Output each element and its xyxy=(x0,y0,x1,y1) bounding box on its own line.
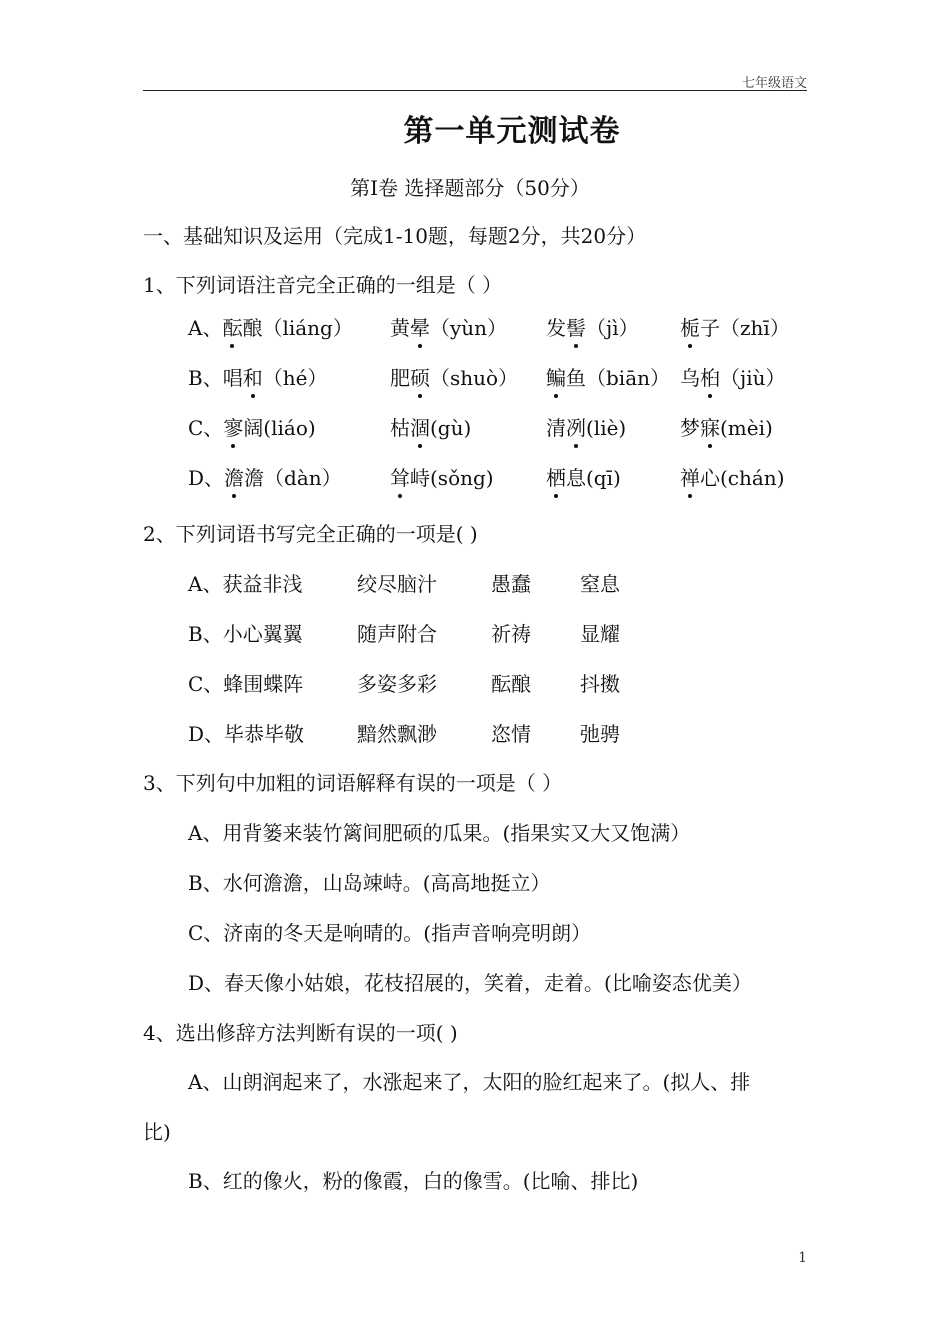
question-2-option-b-item: B、小心翼翼 xyxy=(188,622,303,646)
section-heading: 一、基础知识及运用（完成1-10题，每题2分，共20分） xyxy=(143,224,647,248)
emphasized-character: 冽 xyxy=(566,416,586,440)
question-3-option-c: C、济南的冬天是响晴的。(指声音响亮明朗） xyxy=(188,921,592,945)
word-suffix-pinyin: 阔(liáo) xyxy=(243,416,316,440)
word-prefix: 肥 xyxy=(390,366,410,390)
option-label: C、 xyxy=(188,416,224,440)
question-1-option-d-item xyxy=(546,464,621,492)
word-prefix: 清 xyxy=(546,416,566,440)
question-1-option-b-item xyxy=(680,364,785,392)
question-2-option-c-item: 酝酿 xyxy=(491,672,531,696)
question-3-option-b: B、水何澹澹，山岛竦峙。(高高地挺立） xyxy=(188,871,551,895)
word-prefix: 唱 xyxy=(222,366,243,390)
word-suffix-pinyin: （jiù） xyxy=(720,366,786,390)
question-1-option-b-item xyxy=(188,364,327,392)
emphasized-character: 和 xyxy=(242,366,263,390)
page-title: 第一单元测试卷 xyxy=(403,114,621,149)
question-2-option-a-item: 窒息 xyxy=(580,572,620,596)
question-2-option-a-item: 愚蠢 xyxy=(491,572,531,596)
emphasized-character: 髻 xyxy=(566,316,586,340)
question-2-option-b-item: 祈祷 xyxy=(491,622,531,646)
question-2-option-c-item: C、蜂围蝶阵 xyxy=(188,672,304,696)
emphasized-character: 禅 xyxy=(680,466,700,490)
option-label: B、 xyxy=(188,366,223,390)
option-label: D、 xyxy=(188,466,225,490)
question-2-stem: 2、下列词语书写完全正确的一项是( ) xyxy=(143,522,478,546)
question-2-option-a-item: A、获益非浅 xyxy=(188,572,303,596)
question-1-option-b-item xyxy=(546,364,670,392)
question-4-option-a-continued: 比) xyxy=(143,1120,171,1144)
emphasized-character: 寐 xyxy=(700,416,720,440)
question-3-option-d: D、春天像小姑娘，花枝招展的，笑着，走着。(比喻姿态优美） xyxy=(188,971,752,995)
emphasized-character: 涸 xyxy=(410,416,430,440)
word-suffix-pinyin: （jì） xyxy=(586,316,639,340)
question-1-option-a-item xyxy=(390,314,507,342)
question-4-option-a: A、山朗润起来了，水涨起来了，太阳的脸红起来了。(拟人、排 xyxy=(188,1070,751,1094)
word-prefix: 梦 xyxy=(680,416,700,440)
emphasized-character: 耸 xyxy=(390,466,410,490)
question-1-option-b-item xyxy=(390,364,518,392)
word-suffix-pinyin: 心(chán) xyxy=(700,466,785,490)
emphasized-character: 栖 xyxy=(546,466,566,490)
word-prefix: 乌 xyxy=(680,366,700,390)
question-2-option-c-item: 抖擞 xyxy=(580,672,620,696)
question-2-option-d-item: 黯然飘渺 xyxy=(357,722,437,746)
question-2-option-d-item: 弛骋 xyxy=(580,722,620,746)
question-1-option-c-item xyxy=(546,414,626,442)
question-2-option-c-item: 多姿多彩 xyxy=(357,672,437,696)
question-4-stem: 4、选出修辞方法判断有误的一项( ) xyxy=(143,1021,458,1045)
header-label: 七年级语文 xyxy=(741,76,807,91)
word-suffix-pinyin: (liè) xyxy=(586,416,627,440)
word-prefix: 黄 xyxy=(390,316,410,340)
word-prefix: 发 xyxy=(546,316,566,340)
question-1-option-c-item xyxy=(390,414,471,442)
question-1-option-c-item xyxy=(188,414,316,442)
word-suffix-pinyin: (mèi) xyxy=(720,416,773,440)
word-suffix-pinyin: （shuò） xyxy=(430,366,519,390)
emphasized-character: 酝 xyxy=(222,316,243,340)
emphasized-character: 栀 xyxy=(680,316,700,340)
word-suffix-pinyin: 子（zhī） xyxy=(700,316,790,340)
question-2-option-d-item: 恣情 xyxy=(491,722,531,746)
question-3-option-a: A、用背篓来装竹篱间肥硕的瓜果。(指果实又大又饱满） xyxy=(188,821,691,845)
question-1-option-d-item xyxy=(188,464,342,492)
question-1-option-a-item xyxy=(546,314,639,342)
question-1-option-a-item xyxy=(680,314,790,342)
question-2-option-a-item: 绞尽脑汁 xyxy=(357,572,437,596)
word-suffix-pinyin: （yùn） xyxy=(430,316,508,340)
emphasized-character: 硕 xyxy=(410,366,430,390)
question-1-option-c-item xyxy=(680,414,773,442)
emphasized-character: 桕 xyxy=(700,366,720,390)
emphasized-character: 晕 xyxy=(410,316,430,340)
word-suffix-pinyin: 澹（dàn） xyxy=(244,466,342,490)
question-2-option-d-item: D、毕恭毕敬 xyxy=(188,722,305,746)
question-1-stem: 1、下列词语注音完全正确的一组是（ ） xyxy=(143,273,503,297)
word-suffix-pinyin: (gù) xyxy=(430,416,472,440)
question-2-option-b-item: 显耀 xyxy=(580,622,620,646)
word-prefix: 枯 xyxy=(390,416,410,440)
option-label: A、 xyxy=(188,316,223,340)
question-1-option-a-item xyxy=(188,314,353,342)
question-1-option-d-item xyxy=(680,464,785,492)
section-subtitle: 第Ⅰ卷 选择题部分（50分） xyxy=(350,176,590,200)
question-4-option-b: B、红的像火，粉的像霞，白的像雪。(比喻、排比) xyxy=(188,1169,639,1193)
question-3-stem: 3、下列句中加粗的词语解释有误的一项是（ ） xyxy=(143,771,563,795)
question-1-option-d-item xyxy=(390,464,494,492)
word-suffix-pinyin: （hé） xyxy=(262,366,328,390)
emphasized-character: 寥 xyxy=(223,416,244,440)
word-suffix-pinyin: 峙(sǒng) xyxy=(410,466,494,490)
word-suffix-pinyin: 酿（liáng） xyxy=(242,316,353,340)
question-2-option-b-item: 随声附合 xyxy=(357,622,437,646)
page-number: 1 xyxy=(798,1250,807,1266)
emphasized-character: 鳊 xyxy=(546,366,566,390)
word-suffix-pinyin: 鱼（biān） xyxy=(566,366,671,390)
header-rule xyxy=(143,90,807,91)
word-suffix-pinyin: 息(qī) xyxy=(566,466,621,490)
emphasized-character: 澹 xyxy=(224,466,245,490)
